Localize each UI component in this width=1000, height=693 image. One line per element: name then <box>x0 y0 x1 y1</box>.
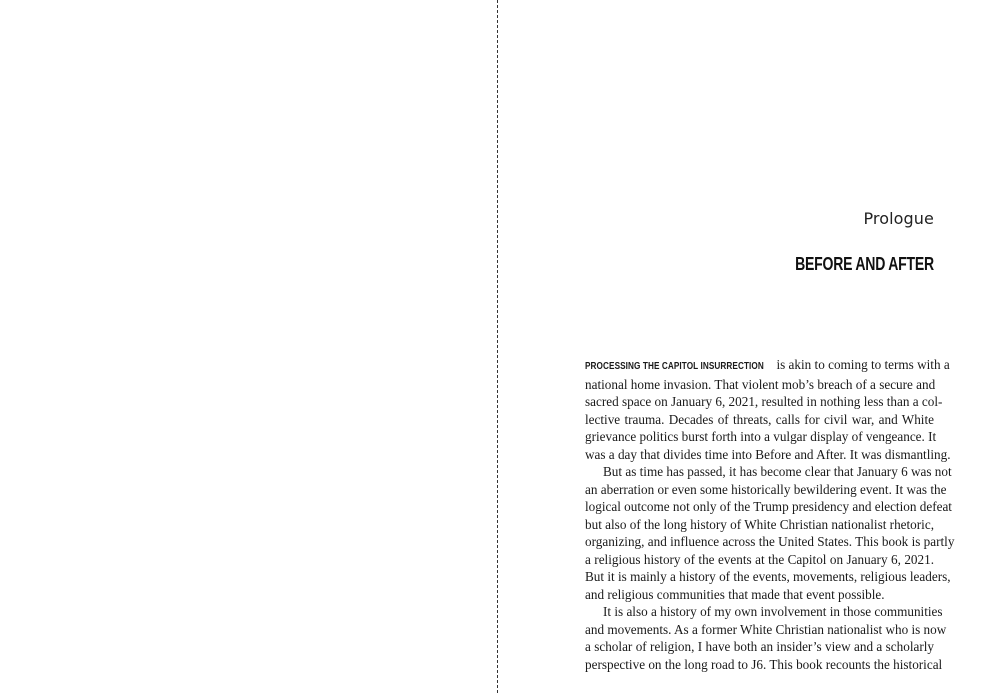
paragraph-line: and religious communities that made that event possible. <box>585 586 885 602</box>
paragraph-line-1 <box>585 356 950 376</box>
paragraph-line: a religious history of the events at the Capitol on January 6, 2021. <box>585 551 934 567</box>
paragraph-line: grievance politics burst forth into a vulgar display of vengeance. It <box>585 429 937 444</box>
paragraph-line: organizing, and influence across the United States. This book is partly <box>585 534 955 549</box>
paragraph-line: but also of the long history of White Christian nationalist rhetoric, <box>585 516 934 532</box>
paragraph-line: national home invasion. That violent mob’s breach of a secure and <box>585 376 936 392</box>
chapter-label: Prologue <box>863 209 934 228</box>
paragraph-line: was a day that divides time into Before and After. It was dismantling. <box>585 446 951 462</box>
paragraph-line: sacred space on January 6, 2021, resulted in nothing less than a col- <box>585 394 943 409</box>
paragraph-line: It is also a history of my own involvement in those communities <box>603 604 943 619</box>
paragraph-line: logical outcome not only of the Trump presidency and election defeat <box>585 499 952 514</box>
lead-in-small-caps: PROCESSING THE CAPITOL INSURRECTION <box>585 361 764 372</box>
right-page <box>499 0 1000 693</box>
paragraph-line: and movements. As a former White Christian nationalist who is now <box>585 621 947 637</box>
chapter-title: BEFORE AND AFTER <box>795 254 934 274</box>
left-page-blank <box>0 0 497 693</box>
paragraph-line: But it is mainly a history of the events, movements, religious leaders, <box>585 569 951 584</box>
paragraph-line: a scholar of religion, I have both an insider’s view and a scholarly <box>585 639 934 654</box>
paragraph-line: lective trauma. Decades of threats, calls for civil war, and White <box>585 411 934 427</box>
paragraph-line: an aberration or even some historically bewildering event. It was the <box>585 481 947 497</box>
line-text: is akin to coming to terms with a <box>773 357 950 372</box>
page-gutter-divider <box>497 0 498 693</box>
paragraph-line: perspective on the long road to J6. This book recounts the historical <box>585 656 943 672</box>
body-text <box>585 356 955 673</box>
paragraph-line: But as time has passed, it has become clear that January 6 was not <box>603 464 952 479</box>
